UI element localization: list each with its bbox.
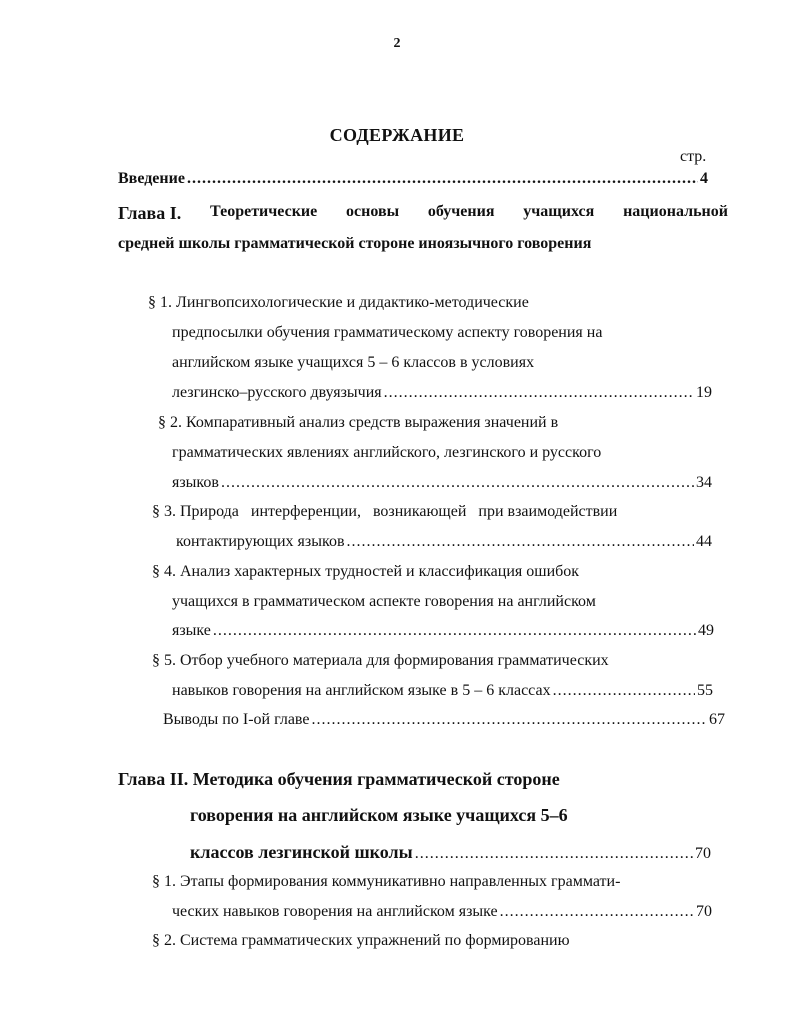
toc-line: учащихся в грамматическом аспекте говорения на английском (172, 593, 596, 610)
toc-line: языков (172, 474, 219, 491)
page-number: 2 (393, 36, 401, 51)
chapter1-title-line1 (118, 203, 728, 224)
toc-line: английском языке учащихся 5 – 6 классов в условиях (172, 354, 535, 371)
toc-entry-ch1-s3 (176, 533, 712, 551)
toc-line: Выводы по I-ой главе (163, 711, 310, 728)
toc-entry-page: 70 (695, 845, 711, 862)
dot-leader (221, 474, 694, 492)
toc-entry-page: 70 (696, 903, 712, 920)
chapter1-prefix: Глава I. (118, 203, 182, 223)
toc-entry-page: 4 (700, 170, 708, 187)
toc-entry-chapter2 (190, 842, 711, 863)
page-column-label: стр. (680, 148, 707, 165)
toc-line: § 4. Анализ характерных трудностей и классификация ошибок (152, 563, 580, 580)
toc-entry-page: 67 (709, 711, 725, 728)
toc-line: ческих навыков говорения на английском языке (172, 903, 498, 920)
chapter1-title-line2: средней школы грамматической стороне иноязычного говорения (118, 235, 592, 252)
toc-line: лезгинско–русского двуязычия (172, 384, 382, 401)
dot-leader (500, 903, 694, 921)
toc-entry-page: 34 (696, 474, 712, 491)
toc-line: предпосылки обучения грамматическому аспекту говорения на (172, 324, 603, 341)
toc-line: языке (172, 622, 211, 639)
toc-entry-page: 19 (696, 384, 712, 401)
dot-leader (311, 711, 707, 729)
toc-entry-ch1-s4 (172, 622, 714, 640)
toc-entry-intro (118, 170, 708, 188)
toc-line: § 2. Система грамматических упражнений по формированию (152, 932, 570, 949)
chapter2-title-line2: говорения на английском языке учащихся 5–6 (190, 805, 568, 825)
dot-leader (415, 845, 693, 863)
chapter2-title-line3: классов лезгинской школы (190, 842, 413, 862)
toc-line: § 5. Отбор учебного материала для формирования грамматических (152, 652, 609, 669)
toc-entry-ch1-s1 (172, 384, 712, 402)
toc-line: грамматических явлениях английского, лезгинского и русского (172, 444, 602, 461)
dot-leader (553, 682, 695, 700)
toc-line: § 3. Природа интерференции, возникающей при взаимодействии (152, 503, 618, 520)
dot-leader (347, 533, 695, 551)
chapter1-word: основы (346, 203, 400, 220)
toc-entry-label: Введение (118, 170, 185, 187)
toc-entry-ch2-s1 (172, 903, 712, 921)
chapter1-word: национальной (623, 203, 728, 220)
toc-line: контактирующих языков (176, 533, 345, 550)
toc-heading: СОДЕРЖАНИЕ (329, 125, 465, 145)
toc-line: § 2. Компаративный анализ средств выражения значений в (158, 414, 559, 431)
dot-leader (213, 622, 696, 640)
toc-line: навыков говорения на английском языке в 5 – 6 классах (172, 682, 551, 699)
toc-entry-page: 44 (696, 533, 712, 550)
toc-line: § 1. Лингвопсихологические и дидактико-методические (148, 294, 529, 311)
toc-entry-ch1-s5 (172, 682, 713, 700)
chapter1-word: Теоретические (210, 203, 318, 220)
toc-entry-ch1-conclusions (163, 711, 725, 729)
dot-leader (384, 384, 694, 402)
chapter1-word: учащихся (523, 203, 595, 220)
chapter2-title-line1: Глава II. Методика обучения грамматической стороне (118, 769, 560, 789)
toc-entry-page: 55 (697, 682, 713, 699)
toc-line: § 1. Этапы формирования коммуникативно направленных граммати- (152, 873, 621, 890)
dot-leader (187, 170, 698, 188)
toc-entry-ch1-s2 (172, 474, 712, 492)
chapter1-word: обучения (427, 203, 495, 220)
toc-entry-page: 49 (698, 622, 714, 639)
